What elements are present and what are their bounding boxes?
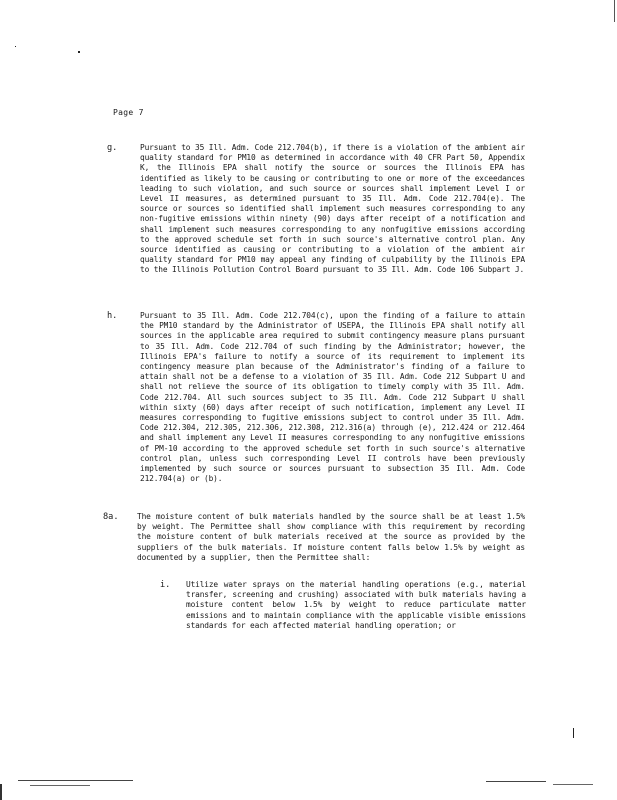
paragraph-text: Pursuant to 35 Ill. Adm. Code 212.704(b), if there is a violation of the ambient air quality standard for PM10 as determined in accordance with 40 CFR Part 50, Appendix K, the Illinois EPA shall notify the source or sources the Illinois EPA has identified as likely to be causing or contributing to one or more of the exceedances leading to such violation, and such source or sources shall implement Level I or Level II measures, as determined pursuant to 35 Ill. Adm. Code 212.704(e). The source or sources so identified shall implement such measures corresponding to any non-fugitive emissions within ninety (90) days after receipt of a notification and shall implement such measures corresponding to any nonfugitive emissions according to the approved schedule set forth in such source's alternative control plan. Any source identified as causing or contributing to a violation of the ambient air quality standard for PM10 may appeal any finding of culpability by the Illinois EPA to the Illinois Pollution Control Board pursuant to 35 Ill. Adm. Code 106 Subpart J. — [140, 143, 530, 275]
footer-rule — [553, 784, 593, 785]
scan-speck — [15, 46, 16, 47]
paragraph-marker: h. — [107, 311, 118, 321]
paragraph-marker: 8a. — [103, 512, 119, 522]
paragraph-text: Pursuant to 35 Ill. Adm. Code 212.704(c), upon the finding of a failure to attain the PM10 standard by the Administrator of USEPA, the Illinois EPA shall notify all sources in the applicable area required to submit contingency measure plans pursuant to 35 Ill. Adm. Code 212.704 of such finding by the Administrator; however, the Illinois EPA's failure to notify a source of its requirement to implement its contingency measure plan because of the Administrator's finding of a failure to attain shall not be a defense to a violation of 35 Ill. Adm. Code 212 Subpart U and shall not relieve the source of its obligation to timely comply with 35 Ill. Adm. Code 212.704. All such sources subject to 35 Ill. Adm. Code 212 Subpart U shall within sixty (60) days after receipt of such notification, implement any Level II measures corresponding to fugitive emissions subject to control under 35 Ill. Adm. Code 212.304, 212.305, 212.306, 212.308, 212.316(a) through (e), 212.424 or 212.464 and shall implement any Level II measures corresponding to any nonfugitive emissions of PM-10 according to the approved schedule set forth in such source's alternative control plan, unless such corresponding Level II controls have been previously implemented by such source or sources pursuant to subsection 35 Ill. Adm. Code 212.704(a) or (b). — [140, 311, 530, 484]
scan-speck — [78, 51, 80, 53]
paragraph-text: Utilize water sprays on the material handling operations (e.g., material transfer, screening and crushing) associated with bulk materials having a moisture content below 1.5% by weight to reduce particulate matter emissions and to maintain compliance with the applicable visible emissions standards for each affected material handling operation; or — [186, 580, 531, 630]
page-number-label: Page 7 — [113, 108, 144, 117]
footer-rule — [30, 785, 90, 786]
paragraph-marker: i. — [160, 580, 171, 590]
scan-edge-mark — [614, 0, 615, 22]
scan-edge-mark — [0, 784, 2, 800]
paragraph-text: The moisture content of bulk materials handled by the source shall be at least 1.5% by weight. The Permittee shall show compliance with this requirement by recording the moisture content of bulk materials received at the source as provided by the suppliers of the bulk materials. If moisture content falls below 1.5% by weight as documented by a supplier, then the Permittee shall: — [137, 512, 530, 562]
margin-tick-mark — [573, 728, 574, 738]
footer-rule — [486, 781, 546, 782]
footer-rule — [18, 780, 133, 781]
paragraph-marker: g. — [107, 143, 118, 153]
